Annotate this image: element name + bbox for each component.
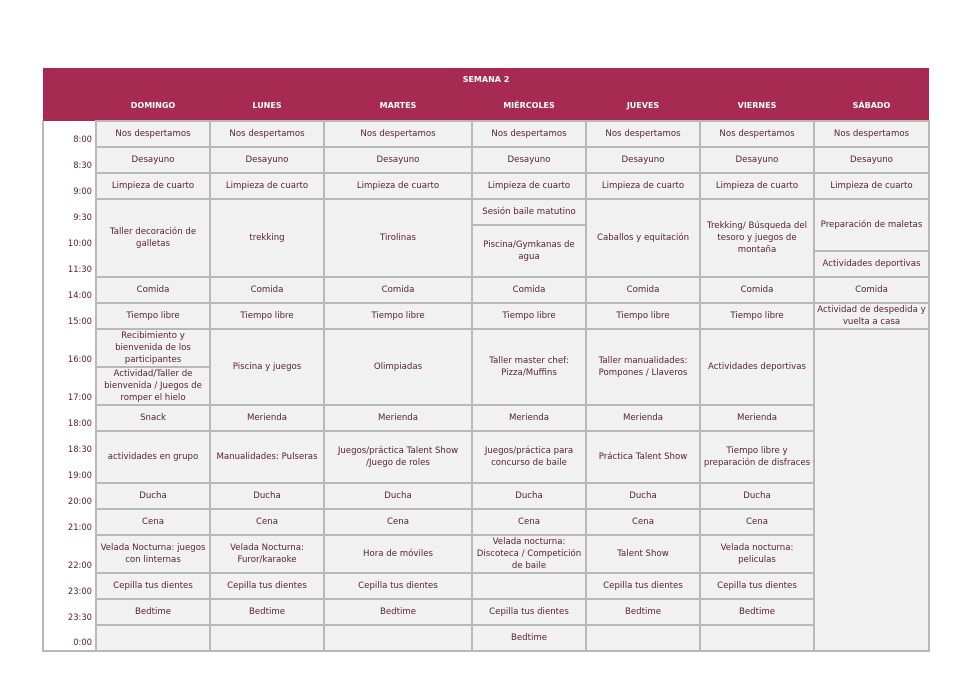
activity-cell: Desayuno: [700, 147, 814, 173]
time-label: 22:00: [43, 535, 96, 573]
time-label: 9:00: [43, 173, 96, 199]
activity-cell: Limpieza de cuarto: [814, 173, 929, 199]
activity-cell: Tiempo libre: [700, 303, 814, 329]
activity-cell: Taller manualidades: Pompones / Llaveros: [586, 329, 700, 405]
activity-cell: Taller decoración de galletas: [96, 199, 210, 277]
time-row: [43, 329, 929, 367]
day-header-sábado: SÁBADO: [814, 92, 929, 121]
time-label: 8:00: [43, 121, 96, 147]
activity-cell: Ducha: [472, 483, 586, 509]
activity-cell: Actividad de despedida y vuelta a casa: [814, 303, 929, 329]
day-header-row: [43, 92, 929, 121]
activity-cell: Desayuno: [586, 147, 700, 173]
time-label: 16:00: [43, 329, 96, 367]
activity-cell: Bedtime: [210, 599, 324, 625]
activity-cell: Nos despertamos: [586, 121, 700, 147]
time-label: 20:00: [43, 483, 96, 509]
activity-cell: [324, 625, 472, 651]
activity-cell: Velada nocturna: peliculas: [700, 535, 814, 573]
time-row: [43, 573, 929, 599]
time-label: 14:00: [43, 277, 96, 303]
activity-cell: Ducha: [210, 483, 324, 509]
activity-cell: Cepilla tus dientes: [96, 573, 210, 599]
activity-cell: Caballos y equitación: [586, 199, 700, 277]
schedule-body: [43, 121, 929, 651]
activity-cell: Ducha: [586, 483, 700, 509]
activity-cell: Cepilla tus dientes: [472, 599, 586, 625]
activity-cell: Nos despertamos: [814, 121, 929, 147]
activity-cell: Sesión baile matutino: [472, 199, 586, 225]
activity-cell: Nos despertamos: [472, 121, 586, 147]
activity-cell: Comida: [96, 277, 210, 303]
activity-cell: Comida: [814, 277, 929, 303]
activity-cell: Tiempo libre: [586, 303, 700, 329]
time-label: 23:30: [43, 599, 96, 625]
activity-cell: Cena: [472, 509, 586, 535]
activity-cell: Velada nocturna: Discoteca / Competición de baile: [472, 535, 586, 573]
time-column-header: [43, 92, 96, 121]
activity-cell: Preparación de maletas: [814, 199, 929, 251]
activity-cell: Cepilla tus dientes: [324, 573, 472, 599]
activity-cell: Cena: [586, 509, 700, 535]
activity-cell: Ducha: [324, 483, 472, 509]
activity-cell: Comida: [472, 277, 586, 303]
activity-cell: Tiempo libre: [324, 303, 472, 329]
activity-cell: Comida: [210, 277, 324, 303]
time-row: [43, 121, 929, 147]
activity-cell: Limpieza de cuarto: [324, 173, 472, 199]
activity-cell: Recibimiento y bienvenida de los participantes: [96, 329, 210, 367]
activity-cell: Juegos/práctica para concurso de baile: [472, 431, 586, 483]
activity-cell: Tiempo libre: [472, 303, 586, 329]
time-label: 0:00: [43, 625, 96, 651]
activity-cell: [210, 625, 324, 651]
time-label: 18:30: [43, 431, 96, 457]
time-row: [43, 277, 929, 303]
activity-cell: Tiempo libre: [96, 303, 210, 329]
time-row: [43, 625, 929, 651]
activity-cell: Olimpiadas: [324, 329, 472, 405]
activity-cell: Piscina y juegos: [210, 329, 324, 405]
activity-cell: Nos despertamos: [700, 121, 814, 147]
activity-cell: Cepilla tus dientes: [700, 573, 814, 599]
time-label: 15:00: [43, 303, 96, 329]
activity-cell: Bedtime: [96, 599, 210, 625]
time-label: 21:00: [43, 509, 96, 535]
activity-cell: Comida: [586, 277, 700, 303]
activity-cell: Bedtime: [324, 599, 472, 625]
activity-cell: Taller master chef: Pizza/Muffins: [472, 329, 586, 405]
activity-cell: Talent Show: [586, 535, 700, 573]
activity-cell: Actividades deportivas: [814, 251, 929, 277]
time-label: 17:00: [43, 367, 96, 405]
activity-cell: Limpieza de cuarto: [472, 173, 586, 199]
activity-cell: Merienda: [210, 405, 324, 431]
activity-cell: Hora de móviles: [324, 535, 472, 573]
activity-cell: Velada Nocturna: juegos con linternas: [96, 535, 210, 573]
activity-cell: Ducha: [700, 483, 814, 509]
time-label: 23:00: [43, 573, 96, 599]
activity-cell: Cepilla tus dientes: [210, 573, 324, 599]
activity-cell: Limpieza de cuarto: [96, 173, 210, 199]
activity-cell: Tirolinas: [324, 199, 472, 277]
activity-cell: [814, 329, 929, 651]
activity-cell: Nos despertamos: [324, 121, 472, 147]
activity-cell: Snack: [96, 405, 210, 431]
activity-cell: Manualidades: Pulseras: [210, 431, 324, 483]
time-row: [43, 303, 929, 329]
activity-cell: Merienda: [472, 405, 586, 431]
activity-cell: Cena: [210, 509, 324, 535]
week-title: SEMANA 2: [43, 68, 929, 92]
activity-cell: [700, 625, 814, 651]
activity-cell: Cena: [324, 509, 472, 535]
time-label: 8:30: [43, 147, 96, 173]
activity-cell: trekking: [210, 199, 324, 277]
activity-cell: Cepilla tus dientes: [586, 573, 700, 599]
activity-cell: Desayuno: [96, 147, 210, 173]
activity-cell: Juegos/práctica Talent Show /Juego de roles: [324, 431, 472, 483]
activity-cell: Práctica Talent Show: [586, 431, 700, 483]
activity-cell: Actividades deportivas: [700, 329, 814, 405]
activity-cell: Merienda: [586, 405, 700, 431]
time-row: [43, 147, 929, 173]
activity-cell: [472, 573, 586, 599]
activity-cell: Cena: [96, 509, 210, 535]
time-row: [43, 199, 929, 225]
activity-cell: actividades en grupo: [96, 431, 210, 483]
day-header-domingo: DOMINGO: [96, 92, 210, 121]
activity-cell: Limpieza de cuarto: [210, 173, 324, 199]
activity-cell: Comida: [324, 277, 472, 303]
time-row: [43, 405, 929, 431]
time-label: 9:30: [43, 199, 96, 225]
time-row: [43, 599, 929, 625]
activity-cell: Nos despertamos: [210, 121, 324, 147]
activity-cell: Nos despertamos: [96, 121, 210, 147]
time-row: [43, 173, 929, 199]
activity-cell: Ducha: [96, 483, 210, 509]
activity-cell: [96, 625, 210, 651]
time-label: 19:00: [43, 457, 96, 483]
activity-cell: Actividad/Taller de bienvenida / Juegos de romper el hielo: [96, 367, 210, 405]
activity-cell: Tiempo libre: [210, 303, 324, 329]
time-label: 10:00: [43, 225, 96, 251]
activity-cell: Cena: [700, 509, 814, 535]
activity-cell: Desayuno: [324, 147, 472, 173]
day-header-jueves: JUEVES: [586, 92, 700, 121]
activity-cell: Desayuno: [814, 147, 929, 173]
activity-cell: Merienda: [324, 405, 472, 431]
time-row: [43, 535, 929, 573]
activity-cell: Piscina/Gymkanas de agua: [472, 225, 586, 277]
activity-cell: Trekking/ Búsqueda del tesoro y juegos de montaña: [700, 199, 814, 277]
activity-cell: Bedtime: [586, 599, 700, 625]
activity-cell: Limpieza de cuarto: [586, 173, 700, 199]
time-row: [43, 431, 929, 457]
time-label: 18:00: [43, 405, 96, 431]
activity-cell: Merienda: [700, 405, 814, 431]
time-label: 11:30: [43, 251, 96, 277]
activity-cell: Tiempo libre y preparación de disfraces: [700, 431, 814, 483]
time-row: [43, 509, 929, 535]
day-header-martes: MARTES: [324, 92, 472, 121]
activity-cell: Velada Nocturna: Furor/karaoke: [210, 535, 324, 573]
activity-cell: Bedtime: [472, 625, 586, 651]
activity-cell: Comida: [700, 277, 814, 303]
activity-cell: Bedtime: [700, 599, 814, 625]
activity-cell: Limpieza de cuarto: [700, 173, 814, 199]
day-header-lunes: LUNES: [210, 92, 324, 121]
time-row: [43, 483, 929, 509]
activity-cell: [586, 625, 700, 651]
weekly-schedule-table: [42, 68, 930, 652]
day-header-viernes: VIERNES: [700, 92, 814, 121]
activity-cell: Desayuno: [472, 147, 586, 173]
activity-cell: Desayuno: [210, 147, 324, 173]
day-header-miércoles: MIÉRCOLES: [472, 92, 586, 121]
